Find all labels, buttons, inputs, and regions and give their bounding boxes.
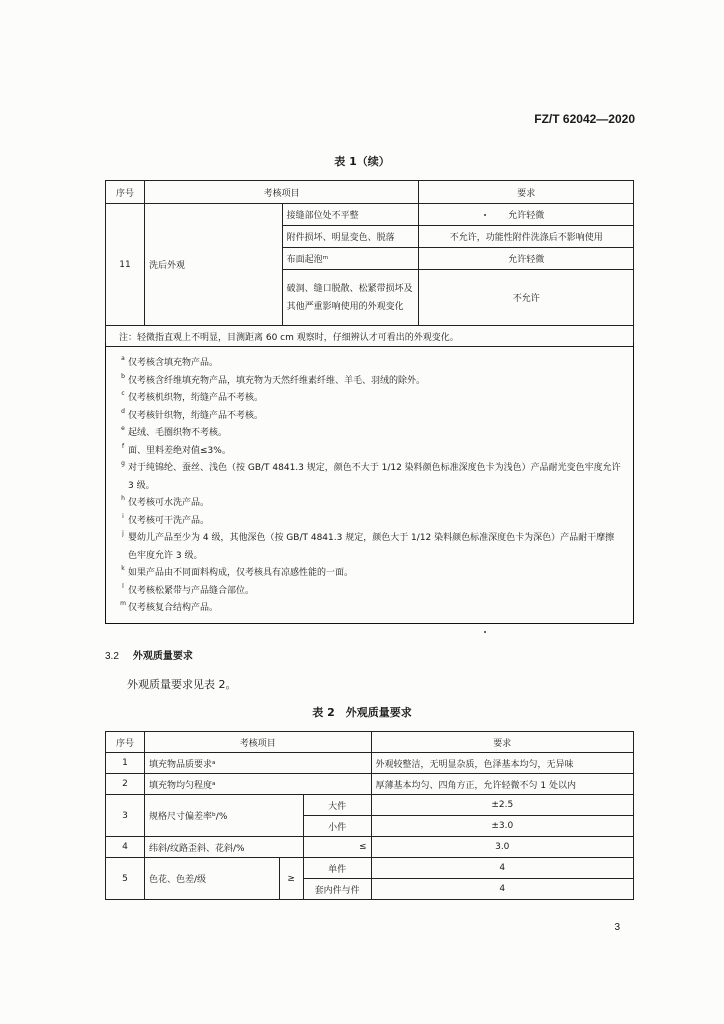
row-req: 厚薄基本均匀、四角方正，允许轻微不匀 1 处以内 [371,774,633,795]
footnote [118,443,621,461]
footnote-text: 婴幼儿产品至少为 4 级，其他深色（按 GB/T 4841.3 规定，颜色大于 1/12 染料颜色标准深度色卡为深色）产品耐干摩擦色牢度允许 3 级。 [128,533,615,561]
row-no: 4 [106,837,145,858]
footnote-text: 如果产品由不同面料构成，仅考核具有凉感性能的一面。 [128,568,354,578]
footnote-text: 仅考核机织物，绗缝产品不考核。 [128,393,264,403]
table-row [106,795,634,816]
table-row [106,837,634,858]
table1 [105,180,634,347]
footnote [118,390,621,408]
row-item: 填充物均匀程度ᵃ [144,774,371,795]
row-item: 纬斜/纹路歪斜、花斜/% [144,837,303,858]
footnote-text: 仅考核含填充物产品。 [128,358,219,368]
row-no: 2 [106,774,145,795]
table-header-row [106,732,634,753]
footnote [118,373,621,391]
sub-req: 4 [371,858,633,879]
sub-req: ±3.0 [371,816,633,837]
row-group: 洗后外观 [144,204,282,326]
footnotes-box [105,343,634,624]
row-no: 5 [106,858,145,900]
footnote-mark: g [121,460,125,467]
footnote-text: 仅考核可水洗产品。 [128,498,210,508]
section-title: 外观质量要求 [132,651,193,662]
sub-label: 套内件与件 [303,879,371,900]
header-no: 序号 [106,181,145,204]
standard-code: FZ/T 62042—2020 [534,112,635,126]
footnote [118,408,621,426]
footnote-text: 仅考核含纤维填充物产品，填充物为天然纤维素纤维、羊毛、羽绒的除外。 [128,375,426,386]
footnote [118,583,621,601]
row-symbol: ≤ [303,837,371,858]
header-req: 要求 [419,181,634,204]
sub-item: 布面起泡ᵐ [282,248,419,270]
footnote-text: 起绒、毛圈织物不考核。 [128,428,228,438]
footnote [118,460,621,495]
row-no: 11 [106,204,145,326]
row-req: 3.0 [371,837,633,858]
section-number: 3.2 [105,651,119,662]
table-row [106,774,634,795]
footnote-mark: a [121,355,125,362]
sub-req: 允许轻微 [419,204,634,226]
footnote [118,530,621,565]
footnote [118,495,621,513]
footnote-list [118,355,621,618]
row-item: 规格尺寸偏差率ᵇ/% [144,795,303,837]
footnote-text: 面、里料差绝对值≤3%。 [128,445,231,456]
footnote-mark: j [122,530,124,537]
footnote-mark: c [121,390,125,397]
row-no: 3 [106,795,145,837]
sub-item: 破洞、缝口脱散、松紧带损坏及其他严重影响使用的外观变化 [282,270,419,326]
table2-caption: 表 2 外观质量要求 [312,706,412,719]
table-note: 注：轻微指直观上不明显，目测距离 60 cm 观察时，仔细辨认才可看出的外观变化。 [106,326,634,347]
row-symbol: ≥ [279,858,303,900]
section-paragraph: 外观质量要求见表 2。 [127,678,237,691]
sub-req: 不允许，功能性附件洗涤后不影响使用 [419,226,634,248]
table-header-row [106,181,634,204]
sub-req: 不允许 [419,270,634,326]
footnote-mark: i [122,512,124,520]
sub-req: ±2.5 [371,795,633,816]
footnote-mark: l [122,582,124,590]
sub-item: 接缝部位处不平整 [282,204,419,226]
scan-speck [484,214,486,216]
sub-req: 允许轻微 [419,248,634,270]
table-row [106,858,634,879]
sub-req: 4 [371,879,633,900]
footnote-mark: b [121,372,125,380]
footnote-text: 对于纯锦纶、蚕丝、浅色（按 GB/T 4841.3 规定，颜色不大于 1/12 染料颜色标准深度色卡为浅色）产品耐光变色牢度允许 3 级。 [128,463,621,491]
footnote-mark: m [120,600,126,607]
header-req: 要求 [371,732,633,753]
footnote-mark: h [121,495,125,502]
footnote-mark: f [121,442,125,450]
footnote-text: 仅考核复合结构产品。 [128,603,219,613]
scan-speck [484,631,486,633]
table1-caption: 表 1（续） [334,155,390,168]
header-item: 考核项目 [144,181,418,204]
footnote [118,425,621,443]
sub-label: 小件 [303,816,371,837]
sub-label: 单件 [303,858,371,879]
row-item: 填充物品质要求ᵃ [144,753,371,774]
page-number: 3 [614,922,620,933]
footnote-mark: k [121,565,125,572]
row-no: 1 [106,753,145,774]
footnote-text: 仅考核松紧带与产品缝合部位。 [128,585,255,596]
row-req: 外观较整洁，无明显杂质，色泽基本均匀，无异味 [371,753,633,774]
footnote [118,355,621,373]
footnote-mark: e [121,425,125,432]
table2 [105,731,634,900]
footnote-mark: d [121,407,125,415]
footnote [118,565,621,583]
footnote [118,600,621,618]
section-heading [105,647,193,662]
header-no: 序号 [106,732,145,753]
footnote-text: 仅考核针织物，绗缝产品不考核。 [128,410,264,421]
header-item: 考核项目 [144,732,371,753]
table-row [106,204,634,226]
sub-label: 大件 [303,795,371,816]
sub-item: 附件损坏、明显变色、脱落 [282,226,419,248]
footnote-text: 仅考核可干洗产品。 [128,515,210,526]
footnote [118,513,621,531]
table-row [106,753,634,774]
row-item: 色花、色差/级 [144,858,279,900]
